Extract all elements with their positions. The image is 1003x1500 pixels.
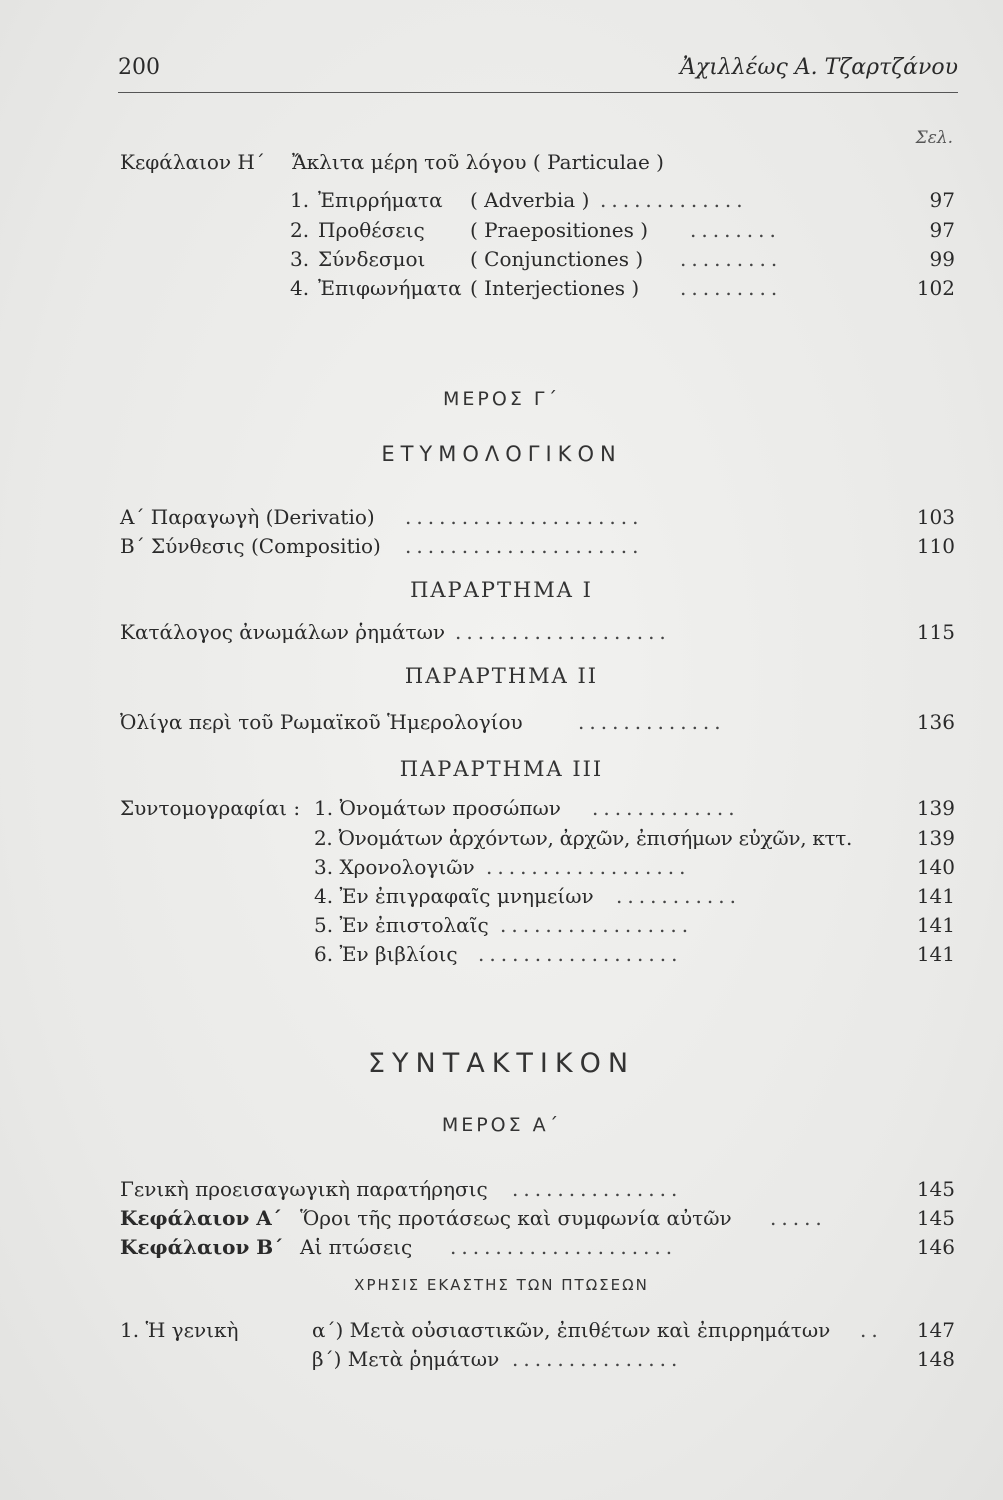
entry-text: 2. Ὀνομάτων ἀρχόντων, ἀρχῶν, ἐπισήμων εὐχῶν, κττ. <box>314 826 853 850</box>
entry-number: 2. <box>290 218 310 242</box>
entry-page: 97 <box>929 188 955 212</box>
toc-entry <box>0 1347 1003 1375</box>
leader-dots: ................. <box>500 913 694 937</box>
entry-greek: Προθέσεις <box>318 218 425 242</box>
entry-latin: ( Praepositiones ) <box>470 218 649 242</box>
chapter-label: Κεφάλαιον Α΄ <box>120 1206 282 1230</box>
toc-entry <box>0 188 1003 216</box>
entry-text: 5. Ἐν ἐπιστολαῖς <box>314 913 489 937</box>
entry-page: 148 <box>916 1347 955 1371</box>
toc-entry <box>0 247 1003 275</box>
leader-dots: ............... <box>512 1347 683 1371</box>
entry-text: Γενικὴ προεισαγωγικὴ παρατήρησις <box>120 1177 488 1201</box>
toc-entry <box>0 1177 1003 1205</box>
leader-dots: ......... <box>680 276 783 300</box>
leader-dots: ..... <box>770 1206 827 1230</box>
toc-entry <box>0 276 1003 304</box>
toc-entry <box>0 796 1003 824</box>
case-label: 1. Ἡ γενικὴ <box>120 1318 239 1342</box>
entry-page: 141 <box>916 913 955 937</box>
subsection-heading: ΧΡΗΣΙΣ ΕΚΑΣΤΗΣ ΤΩΝ ΠΤΩΣΕΩΝ <box>354 1276 649 1294</box>
entry-number: 4. <box>290 276 310 300</box>
entry-page: 136 <box>916 710 955 734</box>
toc-entry <box>0 218 1003 246</box>
chapter-title: Ἄκλιτα μέρη τοῦ λόγου ( Particulae ) <box>292 150 664 174</box>
toc-entry <box>0 505 1003 533</box>
entry-page: 147 <box>916 1318 955 1342</box>
entry-page: 141 <box>916 884 955 908</box>
section-title: ΕΤΥΜΟΛΟΓΙΚΟΝ <box>381 442 622 466</box>
leader-dots: .................... <box>450 1235 678 1259</box>
running-title: Ἀχιλλέως Α. Τζαρτζάνου <box>680 55 958 80</box>
leader-dots: .................. <box>486 855 691 879</box>
chapter-h-title-row <box>0 150 1003 178</box>
toc-entry <box>0 826 1003 854</box>
entry-text: 6. Ἐν βιβλίοις <box>314 942 458 966</box>
toc-entry <box>0 534 1003 562</box>
entry-text: β΄) Μετὰ ῥημάτων <box>312 1347 500 1371</box>
entry-page: 110 <box>916 534 955 558</box>
entry-page: 139 <box>916 826 955 850</box>
entry-text: 1. Ὀνομάτων προσώπων <box>314 796 561 820</box>
leader-dots: ......... <box>680 247 783 271</box>
toc-entry <box>0 620 1003 648</box>
entry-page: 145 <box>916 1206 955 1230</box>
header-rule <box>118 92 958 93</box>
entry-latin: ( Interjectiones ) <box>470 276 640 300</box>
part-heading: ΜΕΡΟΣ Γ΄ <box>443 388 560 410</box>
appendix-heading: ΠΑΡΑΡΤΗΜΑ Ι <box>410 578 593 602</box>
entry-text: Κατάλογος ἀνωμάλων ῥημάτων <box>120 620 446 644</box>
page-number: 200 <box>118 55 160 80</box>
entry-number: 1. <box>290 188 310 212</box>
leader-dots: ............... <box>512 1177 683 1201</box>
entry-page: 140 <box>916 855 955 879</box>
leader-dots: ................... <box>455 620 671 644</box>
entry-page: 139 <box>916 796 955 820</box>
chapter-label: Κεφάλαιον Η΄ <box>120 150 265 174</box>
appendix-heading: ΠΑΡΑΡΤΗΜΑ ΙΙ <box>404 664 599 688</box>
entry-text: 4. Ἐν ἐπιγραφαῖς μνημείων <box>314 884 594 908</box>
chapter-label: Κεφάλαιον Β΄ <box>120 1235 284 1259</box>
leader-dots: ............. <box>578 710 726 734</box>
entry-greek: Σύνδεσμοι <box>318 247 426 271</box>
entry-greek: Ἐπιρρήματα <box>318 188 443 212</box>
column-label: Σελ. <box>915 128 953 148</box>
appendix-heading: ΠΑΡΑΡΤΗΜΑ ΙΙΙ <box>399 757 604 781</box>
entry-page: 141 <box>916 942 955 966</box>
leader-dots: .. <box>860 1318 883 1342</box>
section-title: ΣΥΝΤΑΚΤΙΚΟΝ <box>367 1048 636 1079</box>
entry-text: 3. Χρονολογιῶν <box>314 855 475 879</box>
leader-dots: ............. <box>600 188 748 212</box>
entry-text: Β΄ Σύνθεσις (Compositio) <box>120 534 381 558</box>
leader-dots: ..................... <box>405 505 644 529</box>
toc-entry <box>0 1235 1003 1263</box>
toc-entry <box>0 884 1003 912</box>
entry-text: α΄) Μετὰ οὐσιαστικῶν, ἐπιθέτων καὶ ἐπιρρημάτων <box>312 1318 831 1342</box>
toc-entry <box>0 1206 1003 1234</box>
entry-number: 3. <box>290 247 310 271</box>
entry-page: 146 <box>916 1235 955 1259</box>
entry-page: 102 <box>916 276 955 300</box>
entry-text: Ὅροι τῆς προτάσεως καὶ συμφωνία αὐτῶν <box>300 1206 732 1230</box>
entry-page: 115 <box>916 620 955 644</box>
entry-page: 145 <box>916 1177 955 1201</box>
toc-entry <box>0 855 1003 883</box>
leader-dots: .................. <box>478 942 683 966</box>
entry-text: Αἱ πτώσεις <box>300 1235 413 1259</box>
toc-entry <box>0 1318 1003 1346</box>
leader-dots: ..................... <box>405 534 644 558</box>
toc-entry <box>0 710 1003 738</box>
entry-text: Ὀλίγα περὶ τοῦ Ρωμαϊκοῦ Ἡμερολογίου <box>120 710 523 734</box>
entry-page: 103 <box>916 505 955 529</box>
entry-latin: ( Conjunctiones ) <box>470 247 644 271</box>
toc-entry <box>0 913 1003 941</box>
part-heading: ΜΕΡΟΣ Α΄ <box>441 1114 562 1136</box>
abbreviations-label: Συντομογραφίαι : <box>120 796 301 820</box>
leader-dots: ........ <box>690 218 781 242</box>
entry-latin: ( Adverbia ) <box>470 188 590 212</box>
entry-page: 97 <box>929 218 955 242</box>
entry-greek: Ἐπιφωνήματα <box>318 276 462 300</box>
entry-page: 99 <box>929 247 955 271</box>
leader-dots: ............. <box>592 796 740 820</box>
entry-text: Α΄ Παραγωγὴ (Derivatio) <box>120 505 375 529</box>
leader-dots: ........... <box>616 884 741 908</box>
toc-entry <box>0 942 1003 970</box>
